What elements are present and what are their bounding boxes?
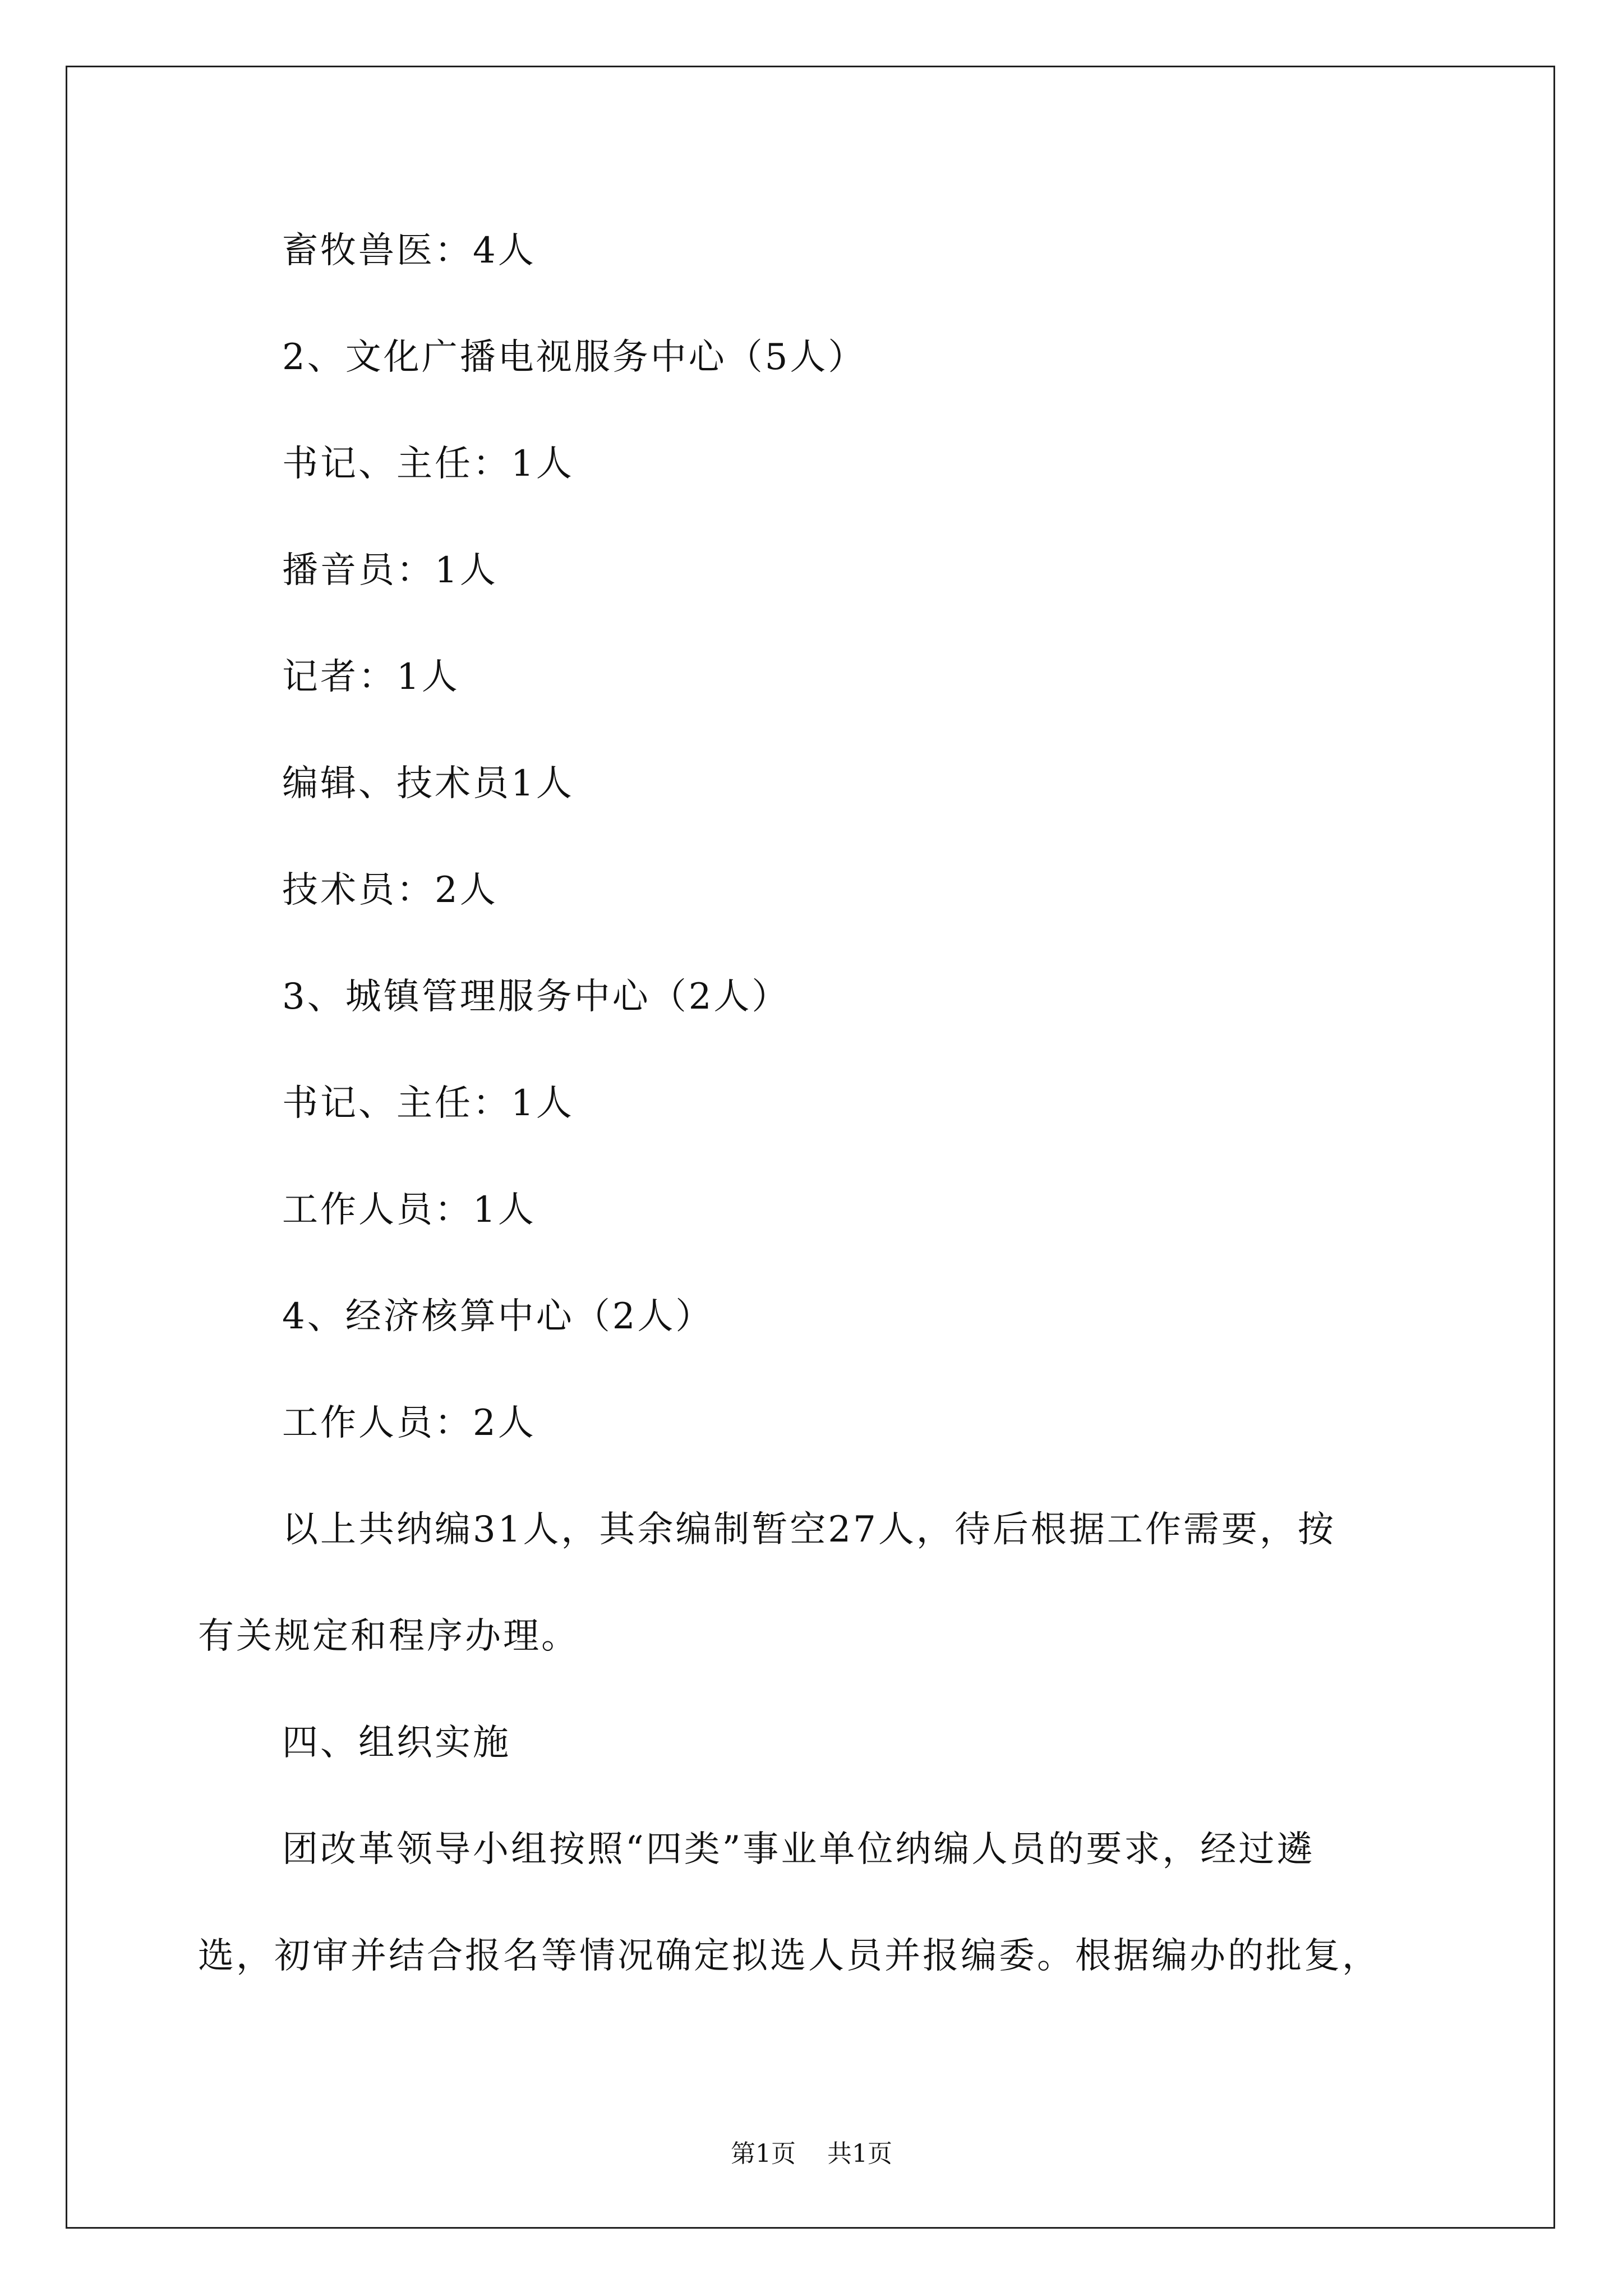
paragraph-line: 以上共纳编31人，其余编制暂空27人，待后根据工作需要，按 [282,1509,1336,1550]
paragraph-line: 书记、主任：1人 [282,443,574,485]
page-footer [0,2137,1623,2171]
paragraph-line: 选，初审并结合报名等情况确定拟选人员并报编委。根据编办的批复， [198,1935,1380,1977]
paragraph-line: 3、城镇管理服务中心（2人） [282,976,790,1018]
paragraph-line: 团改革领导小组按照“四类”事业单位纳编人员的要求，经过遴 [282,1829,1315,1870]
section-heading: 四、组织实施 [282,1722,511,1764]
paragraph-line: 书记、主任：1人 [282,1083,574,1124]
paragraph-line: 播音员：1人 [282,550,498,591]
paragraph-line: 编辑、技术员1人 [282,763,574,804]
page-number: 第1页 [731,2139,796,2168]
paragraph-line: 4、经济核算中心（2人） [282,1296,714,1337]
paragraph-line: 工作人员：2人 [282,1402,536,1444]
page-total: 共1页 [827,2139,892,2168]
paragraph-line: 有关规定和程序办理。 [198,1616,579,1657]
paragraph-line: 工作人员：1人 [282,1189,536,1231]
paragraph-line: 畜牧兽医：4人 [282,230,536,272]
paragraph-line: 技术员：2人 [282,869,498,911]
paragraph-line: 记者：1人 [282,656,460,698]
paragraph-line: 2、文化广播电视服务中心（5人） [282,337,866,378]
